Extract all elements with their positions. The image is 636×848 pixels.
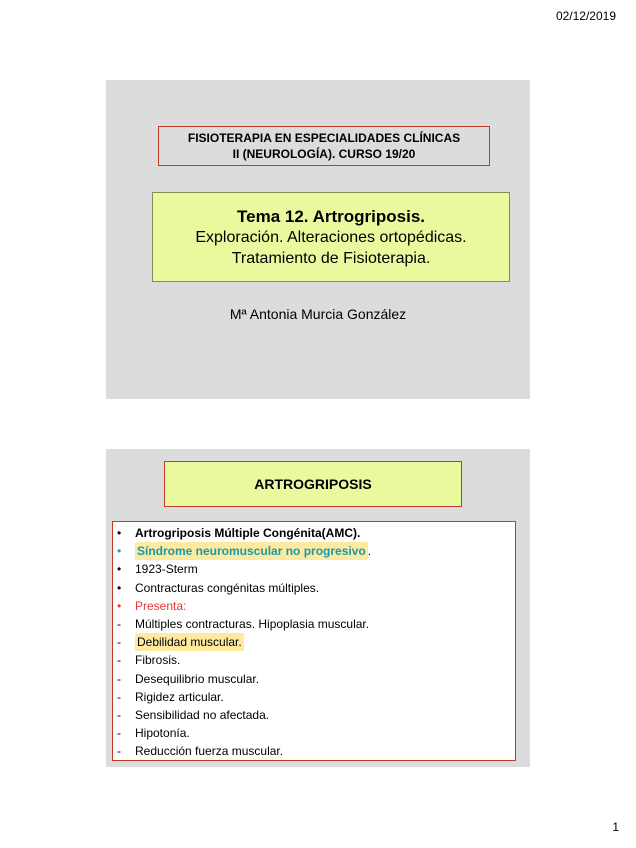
slide-subtitle-2: Tratamiento de Fisioterapia. — [231, 249, 431, 267]
page-date: 02/12/2019 — [555, 9, 616, 23]
list-item — [117, 597, 515, 615]
list-item — [117, 579, 515, 597]
item-text: Reducción fuerza muscular. — [135, 744, 284, 759]
list-item — [117, 542, 515, 560]
dash-marker: - — [117, 744, 121, 759]
item-text-highlighted: Debilidad muscular. — [135, 633, 244, 651]
list-item — [117, 633, 515, 651]
bullet-marker: • — [117, 526, 122, 540]
list-item — [117, 524, 515, 542]
dash-marker: - — [117, 653, 121, 668]
bullet-marker: • — [117, 562, 122, 577]
item-text: Desequilibrio muscular. — [135, 671, 260, 686]
item-text: Hipotonía. — [135, 726, 190, 741]
item-text: Múltiples contracturas. Hipoplasia muscular. — [135, 617, 370, 632]
bullet-marker: • — [117, 580, 122, 595]
list-item — [117, 688, 515, 706]
bullet-marker: • — [117, 544, 122, 559]
list-item — [117, 706, 515, 724]
course-line-2: II (NEUROLOGÍA). CURSO 19/20 — [232, 147, 416, 161]
author: Mª Antonia Murcia González — [229, 306, 407, 322]
slide-title-main: Tema 12. Artrogriposis. — [237, 206, 425, 226]
course-line-1: FISIOTERAPIA EN ESPECIALIDADES CLÍNICAS — [187, 131, 461, 145]
dash-marker: - — [117, 635, 121, 650]
item-text: Fibrosis. — [135, 653, 181, 668]
list-item — [117, 724, 515, 742]
page-number: 1 — [612, 820, 619, 834]
dash-marker: - — [117, 726, 121, 741]
item-text: Sensibilidad no afectada. — [135, 708, 270, 723]
item-suffix: . — [367, 544, 372, 559]
list-item — [117, 615, 515, 633]
slide-title — [106, 80, 530, 399]
dash-marker: - — [117, 617, 121, 632]
list-item — [117, 560, 515, 578]
title-box — [152, 192, 510, 282]
bullet-marker: • — [117, 598, 122, 613]
item-text: Contracturas congénitas múltiples. — [135, 580, 320, 595]
list-item — [117, 670, 515, 688]
slide-subtitle-1: Exploración. Alteraciones ortopédicas. — [195, 228, 467, 246]
section-title: ARTROGRIPOSIS — [164, 461, 462, 507]
dash-marker: - — [117, 708, 121, 723]
dash-marker: - — [117, 689, 121, 704]
content-list — [112, 521, 516, 761]
item-text: Artrogriposis Múltiple Congénita(AMC). — [135, 526, 361, 540]
item-text: 1923-Sterm — [135, 562, 198, 577]
slide-artrogriposis — [106, 449, 530, 767]
course-box — [158, 126, 490, 166]
list-item — [117, 651, 515, 669]
item-text: Rigidez articular. — [135, 689, 224, 704]
item-text: Presenta: — [135, 598, 187, 613]
dash-marker: - — [117, 671, 121, 686]
item-text-highlighted: Síndrome neuromuscular no progresivo — [135, 542, 368, 560]
list-item — [117, 742, 515, 760]
